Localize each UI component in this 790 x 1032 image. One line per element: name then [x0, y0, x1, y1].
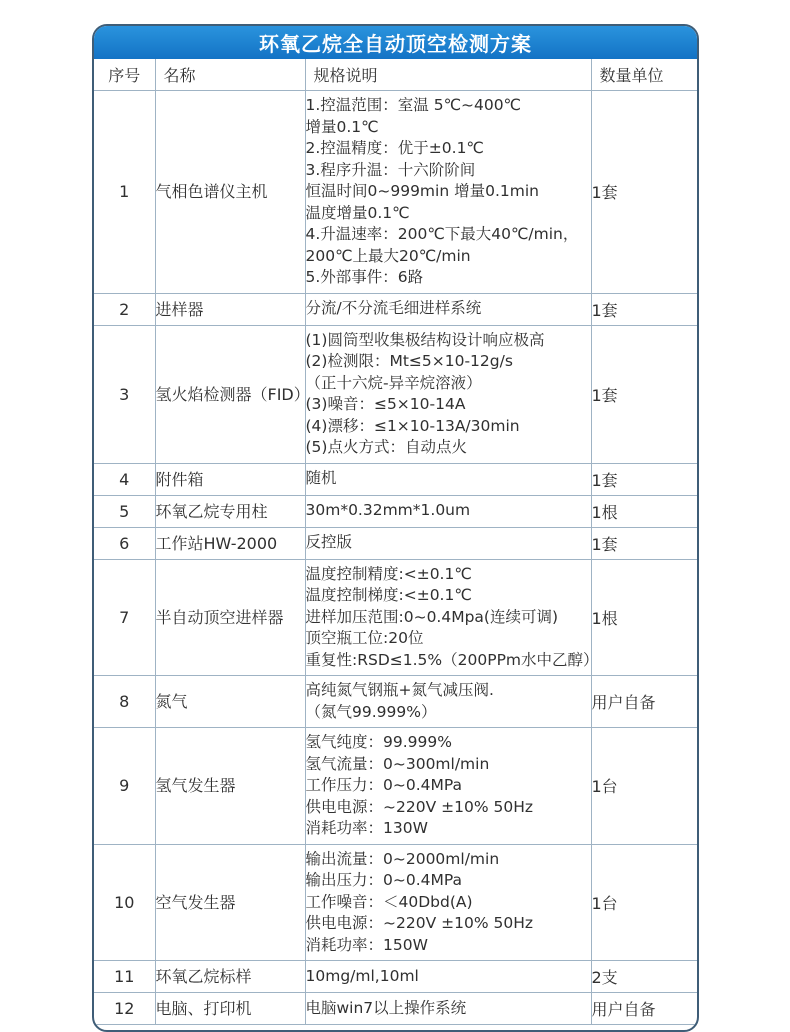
- spec-line: 5.外部事件：6路: [305, 268, 424, 286]
- quantity-unit-cell: 1套: [591, 527, 697, 559]
- spec-description-cell: [305, 728, 591, 845]
- spec-line: （氮气99.999%）: [305, 702, 437, 721]
- spec-line: (3)噪音：≤5×10-14A: [305, 395, 466, 413]
- spec-line: 消耗功率：150W: [305, 935, 428, 954]
- table-row: [94, 844, 697, 961]
- spec-line: (4)漂移：≤1×10-13A/30min: [305, 416, 520, 435]
- item-name-cell: 电脑、打印机: [155, 993, 305, 1025]
- item-name-cell: 氢气发生器: [155, 728, 305, 845]
- spec-description-cell: [305, 91, 591, 294]
- quantity-unit-cell: 2支: [591, 961, 697, 993]
- row-number-cell: 4: [94, 463, 155, 495]
- spec-description-cell: [305, 559, 599, 676]
- row-number-cell: 3: [94, 325, 155, 463]
- spec-line: 工作噪音：＜40Dbd(A): [305, 892, 473, 911]
- table-row: [94, 463, 697, 495]
- item-name-cell: 环氧乙烷标样: [155, 961, 305, 993]
- item-name-cell: 环氧乙烷专用柱: [155, 495, 305, 527]
- spec-table-card: [92, 24, 699, 1032]
- quantity-unit-cell: 1套: [591, 293, 697, 325]
- quantity-unit-cell: 1台: [591, 844, 697, 961]
- item-name-cell: 氢火焰检测器（FID）: [155, 325, 305, 463]
- spec-line: 增量0.1℃: [305, 117, 379, 136]
- table-row: [94, 293, 697, 325]
- spec-line: 反控版: [305, 533, 353, 552]
- table-title: 环氧乙烷全自动顶空检测方案: [259, 32, 532, 56]
- table-title-bar: [94, 26, 697, 59]
- row-number-cell: 7: [94, 559, 155, 676]
- row-number-cell: 2: [94, 293, 155, 325]
- spec-description-cell: [305, 676, 591, 728]
- spec-line: （正十六烷-异辛烷溶液）: [305, 373, 482, 392]
- spec-line: 电脑win7以上操作系统: [305, 998, 467, 1017]
- quantity-unit-cell: 1套: [591, 325, 697, 463]
- column-header-qty: 数量单位: [591, 59, 697, 91]
- spec-line: 温度增量0.1℃: [305, 203, 410, 222]
- item-name-cell: 进样器: [155, 293, 305, 325]
- spec-description-cell: [305, 325, 591, 463]
- spec-line: (5)点火方式：自动点火: [305, 438, 467, 456]
- spec-line: 供电电源：~220V ±10% 50Hz: [305, 914, 533, 932]
- row-number-cell: 6: [94, 527, 155, 559]
- item-name-cell: 半自动顶空进样器: [155, 559, 305, 676]
- spec-line: 供电电源：~220V ±10% 50Hz: [305, 797, 533, 816]
- spec-line: 高纯氮气钢瓶+氮气减压阀.: [305, 681, 494, 699]
- row-number-cell: 12: [94, 993, 155, 1025]
- spec-line: 氢气纯度：99.999%: [305, 733, 452, 751]
- spec-line: 输出压力：0~0.4MPa: [305, 871, 463, 889]
- spec-line: 30m*0.32mm*1.0um: [305, 501, 471, 520]
- quantity-unit-cell: 1套: [591, 463, 697, 495]
- item-name-cell: 附件箱: [155, 463, 305, 495]
- spec-line: 恒温时间0~999min 增量0.1min: [305, 182, 539, 200]
- spec-line: (1)圆筒型收集极结构设计响应极高: [305, 330, 545, 349]
- item-name-cell: 空气发生器: [155, 844, 305, 961]
- spec-description-cell: [305, 527, 591, 559]
- column-header-spec: 规格说明: [305, 59, 591, 91]
- table-row: [94, 676, 697, 728]
- spec-line: 氢气流量：0~300ml/min: [305, 754, 490, 773]
- spec-line: 分流/不分流毛细进样系统: [305, 299, 482, 318]
- quantity-unit-cell: 用户自备: [591, 993, 697, 1025]
- spec-line: 工作压力：0~0.4MPa: [305, 776, 463, 794]
- spec-line: 10mg/ml,10ml: [305, 966, 419, 985]
- spec-line: 随机: [305, 469, 337, 488]
- table-row: [94, 527, 697, 559]
- spec-line: (2)检测限：Mt≤5×10-12g/s: [305, 352, 513, 370]
- table-body: [94, 91, 697, 1025]
- spec-line: 消耗功率：130W: [305, 819, 428, 837]
- spec-line: 进样加压范围:0~0.4Mpa(连续可调): [305, 607, 559, 626]
- item-name-cell: 氮气: [155, 676, 305, 728]
- row-number-cell: 10: [94, 844, 155, 961]
- spec-description-cell: [305, 961, 591, 993]
- table-row: [94, 495, 697, 527]
- row-number-cell: 11: [94, 961, 155, 993]
- spec-line: 4.升温速率：200℃下最大40℃/min，: [305, 225, 579, 243]
- item-name-cell: 工作站HW-2000: [155, 527, 305, 559]
- spec-line: 3.程序升温：十六阶阶间: [305, 160, 476, 179]
- row-number-cell: 1: [94, 91, 155, 294]
- quantity-unit-cell: 用户自备: [591, 676, 697, 728]
- spec-description-cell: [305, 463, 591, 495]
- spec-line: 温度控制精度:<±0.1℃: [305, 564, 472, 583]
- table-row: [94, 961, 697, 993]
- quantity-unit-cell: 1根: [591, 495, 697, 527]
- row-number-cell: 8: [94, 676, 155, 728]
- spec-description-cell: [305, 844, 591, 961]
- table-row: [94, 728, 697, 845]
- item-name-cell: 气相色谱仪主机: [155, 91, 305, 294]
- quantity-unit-cell: 1套: [591, 91, 697, 294]
- table-row: [94, 325, 697, 463]
- table-header-row: [94, 59, 697, 91]
- quantity-unit-cell: 1台: [591, 728, 697, 845]
- quantity-unit-cell: 1根: [591, 559, 697, 676]
- spec-line: 输出流量：0~2000ml/min: [305, 849, 500, 868]
- spec-line: 温度控制梯度:<±0.1℃: [305, 586, 472, 604]
- spec-line: 重复性:RSD≤1.5%（200PPm水中乙醇）: [305, 650, 599, 669]
- table-row: [94, 91, 697, 294]
- row-number-cell: 5: [94, 495, 155, 527]
- spec-description-cell: [305, 495, 591, 527]
- spec-description-cell: [305, 293, 591, 325]
- spec-line: 1.控温范围：室温 5℃~400℃: [305, 96, 521, 114]
- column-header-no: 序号: [94, 59, 155, 91]
- spec-line: 2.控温精度：优于±0.1℃: [305, 139, 484, 157]
- column-header-name: 名称: [155, 59, 305, 91]
- spec-line: 200℃上最大20℃/min: [305, 246, 471, 265]
- row-number-cell: 9: [94, 728, 155, 845]
- spec-table: [94, 59, 697, 1025]
- spec-line: 顶空瓶工位:20位: [305, 629, 424, 647]
- table-row: [94, 559, 697, 676]
